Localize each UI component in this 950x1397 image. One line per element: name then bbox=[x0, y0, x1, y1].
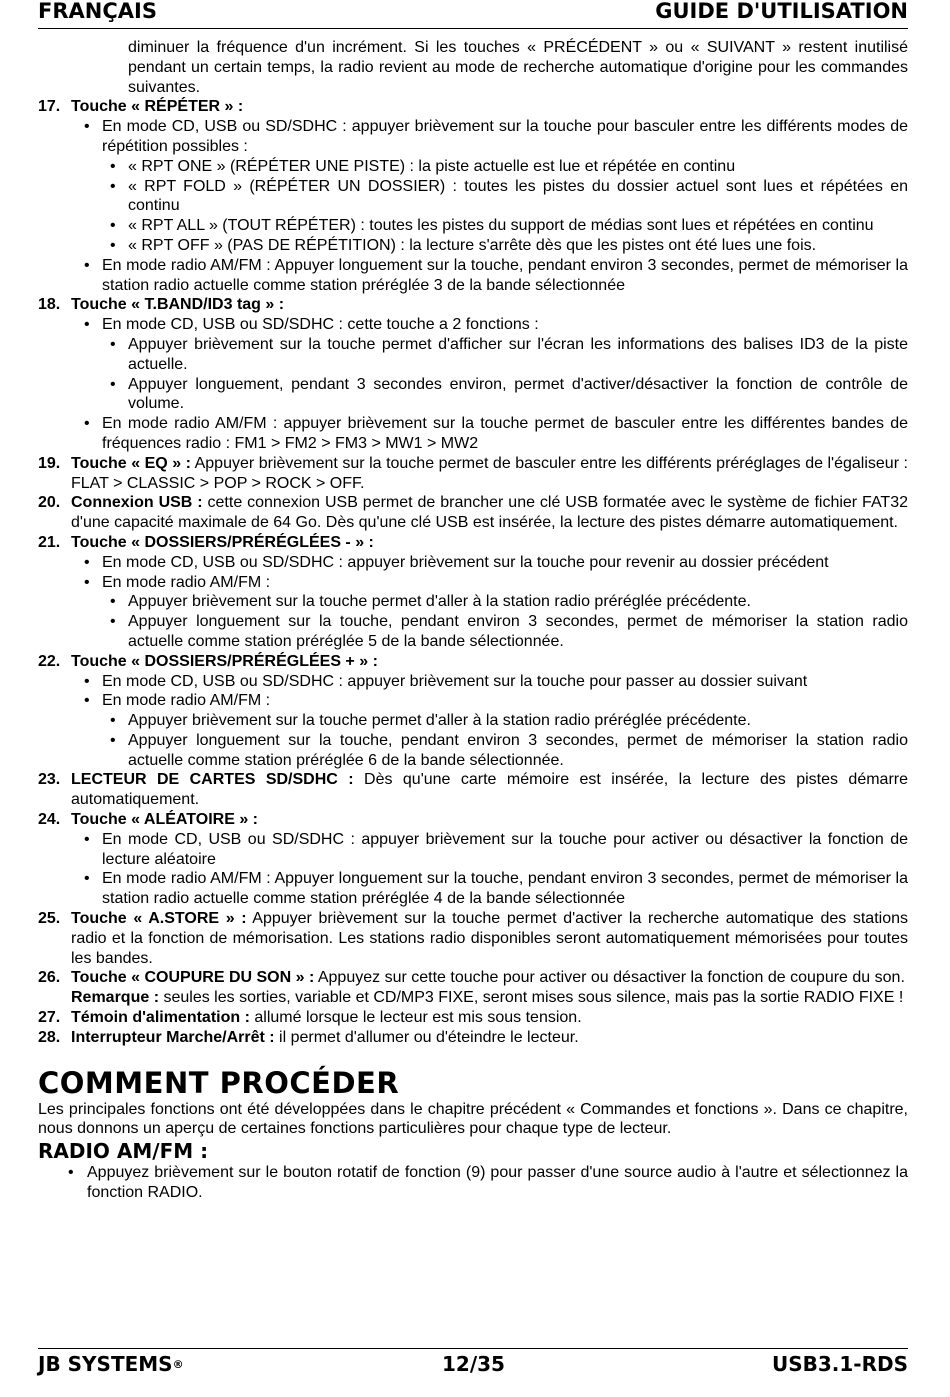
section-intro: Les principales fonctions ont été développées dans le chapitre précédent « Commandes et fonctions ». Dans ce chapitre, nous donnons un aperçu de certaines fonctions particulières pour chaque type de lecteur. bbox=[38, 1100, 908, 1138]
item-17-heading bbox=[38, 97, 908, 117]
list-item: • En mode CD, USB ou SD/SDHC : appuyer brièvement sur la touche pour activer ou désactiver la fonction de lecture aléatoire bbox=[84, 830, 908, 868]
item-number: 19. bbox=[38, 454, 61, 472]
list-item: • « RPT ONE » (RÉPÉTER UNE PISTE) : la piste actuelle est lue et répétée en continu bbox=[110, 157, 736, 175]
list-item: • En mode radio AM/FM : bbox=[84, 573, 271, 591]
item-title: Touche « A.STORE » : bbox=[71, 910, 247, 928]
item-number: 20. bbox=[38, 494, 61, 512]
item-16-continuation: diminuer la fréquence d'un incrément. Si les touches « PRÉCÉDENT » ou « SUIVANT » restent inutilisé pendant un certain temps, la radio revient au mode de recherche automatique d'origine pour les commandes suivantes. bbox=[128, 39, 908, 96]
bullet-icon: • bbox=[84, 553, 90, 571]
item-20: 20. Connexion USB : cette connexion USB permet de brancher une clé USB formatée avec le système de fichier FAT32 d'une capacité maximale de 64 Go. Dès qu'une clé USB est insérée, la lecture des pistes démarre automatiquement. bbox=[38, 494, 908, 532]
item-title: Touche « COUPURE DU SON » : bbox=[71, 969, 315, 987]
item-number: 17. bbox=[38, 98, 61, 116]
item-number: 23. bbox=[38, 771, 61, 789]
page-header bbox=[38, 2, 908, 29]
item-18-heading bbox=[38, 295, 908, 315]
list-item: • Appuyer brièvement sur la touche permet d'afficher sur l'écran les informations des balises ID3 de la piste actuelle. bbox=[110, 335, 908, 373]
list-item: • Appuyer longuement, pendant 3 secondes environ, permet d'activer/désactiver la fonction de contrôle de volume. bbox=[110, 375, 908, 413]
bullet-icon: • bbox=[110, 217, 116, 235]
item-27: 27. Témoin d'alimentation : allumé lorsque le lecteur est mis sous tension. bbox=[38, 1009, 582, 1027]
list-item: • En mode radio AM/FM : Appuyer longuement sur la touche, pendant environ 3 secondes, permet de mémoriser la station radio actuelle comme station préréglée 4 de la bande sélectionnée bbox=[84, 870, 908, 908]
bullet-icon: • bbox=[110, 236, 116, 254]
bullet-icon: • bbox=[84, 415, 90, 433]
item-28: 28. Interrupteur Marche/Arrêt : il permet d'allumer ou d'éteindre le lecteur. bbox=[38, 1028, 579, 1046]
list-item: • En mode CD, USB ou SD/SDHC : appuyer brièvement sur la touche pour passer au dossier suivant bbox=[84, 672, 808, 690]
footer-brand: JB SYSTEMS® bbox=[38, 1352, 184, 1376]
item-number: 18. bbox=[38, 296, 61, 314]
list-item: • Appuyez brièvement sur le bouton rotatif de fonction (9) pour passer d'une source audio à l'autre et sélectionnez la fonction RADIO. bbox=[68, 1164, 908, 1202]
bullet-icon: • bbox=[110, 613, 116, 631]
item-title: Touche « DOSSIERS/PRÉRÉGLÉES - » : bbox=[71, 533, 374, 551]
page-number: 12/35 bbox=[442, 1352, 505, 1376]
item-title: Interrupteur Marche/Arrêt : bbox=[71, 1028, 275, 1046]
page-footer bbox=[38, 1348, 908, 1379]
list-item: • En mode CD, USB ou SD/SDHC : appuyer brièvement sur la touche pour basculer entre les différents modes de répétition possibles : bbox=[84, 118, 908, 155]
bullet-icon: • bbox=[110, 712, 116, 730]
item-title: Connexion USB : bbox=[71, 494, 203, 512]
registered-mark: ® bbox=[172, 1358, 184, 1371]
list-item: • « RPT ALL » (TOUT RÉPÉTER) : toutes les pistes du support de médias sont lues et répétées en continu bbox=[110, 217, 874, 235]
item-21-heading bbox=[38, 533, 908, 553]
item-number: 22. bbox=[38, 652, 61, 670]
bullet-icon: • bbox=[68, 1164, 74, 1182]
item-26: 26. Touche « COUPURE DU SON » : Appuyez sur cette touche pour activer ou désactiver la fonction de coupure du son. bbox=[38, 969, 905, 987]
item-number: 26. bbox=[38, 969, 61, 987]
item-title: Témoin d'alimentation : bbox=[71, 1009, 250, 1027]
bullet-icon: • bbox=[110, 157, 116, 175]
bullet-icon: • bbox=[84, 256, 90, 274]
item-number: 21. bbox=[38, 533, 61, 551]
item-number: 24. bbox=[38, 811, 61, 829]
item-title: Touche « EQ » : bbox=[71, 454, 191, 472]
bullet-icon: • bbox=[84, 118, 90, 136]
page-content bbox=[38, 38, 908, 1203]
bullet-icon: • bbox=[84, 316, 90, 334]
bullet-icon: • bbox=[110, 177, 116, 195]
bullet-icon: • bbox=[84, 573, 90, 591]
list-item: • En mode CD, USB ou SD/SDHC : appuyer brièvement sur la touche pour revenir au dossier précédent bbox=[84, 553, 829, 571]
list-item: • Appuyer brièvement sur la touche permet d'aller à la station radio préréglée précédente. bbox=[110, 712, 751, 730]
bullet-icon: • bbox=[110, 731, 116, 749]
item-title: Touche « T.BAND/ID3 tag » : bbox=[71, 296, 285, 314]
item-title: Touche « RÉPÉTER » : bbox=[71, 98, 244, 116]
bullet-icon: • bbox=[110, 593, 116, 611]
subsection-title: RADIO AM/FM : bbox=[38, 1139, 209, 1164]
note-label: Remarque : bbox=[71, 989, 160, 1007]
item-26-note: Remarque : seules les sorties, variable et CD/MP3 FIXE, seront mises sous silence, mais pas la sortie RADIO FIXE ! bbox=[71, 989, 904, 1007]
list-item: • En mode radio AM/FM : bbox=[84, 692, 271, 710]
item-23: 23. LECTEUR DE CARTES SD/SDHC : Dès qu'une carte mémoire est insérée, la lecture des pistes démarre automatiquement. bbox=[38, 771, 908, 809]
bullet-icon: • bbox=[84, 692, 90, 710]
header-title: GUIDE D'UTILISATION bbox=[655, 0, 908, 23]
item-number: 27. bbox=[38, 1009, 61, 1027]
list-item: • « RPT FOLD » (RÉPÉTER UN DOSSIER) : toutes les pistes du dossier actuel sont lues et répétées en continu bbox=[110, 177, 908, 215]
list-item: • En mode radio AM/FM : appuyer brièvement sur la touche permet de basculer entre les différentes bandes de fréquences radio : FM1 > FM2 > FM3 > MW1 > MW2 bbox=[84, 415, 908, 452]
item-title: Touche « DOSSIERS/PRÉRÉGLÉES + » : bbox=[71, 652, 378, 670]
item-number: 28. bbox=[38, 1028, 61, 1046]
item-24-heading bbox=[38, 810, 908, 830]
item-22-heading bbox=[38, 652, 908, 672]
footer-model: USB3.1-RDS bbox=[771, 1352, 908, 1376]
bullet-icon: • bbox=[84, 870, 90, 888]
list-item: • En mode radio AM/FM : Appuyer longuement sur la touche, pendant environ 3 secondes, permet de mémoriser la station radio actuelle comme station préréglée 3 de la bande sélectionnée bbox=[84, 256, 908, 294]
list-item: • Appuyer longuement sur la touche, pendant environ 3 secondes, permet de mémoriser la station radio actuelle comme station préréglée 6 de la bande sélectionnée. bbox=[110, 731, 908, 769]
bullet-icon: • bbox=[110, 335, 116, 353]
item-title: LECTEUR DE CARTES SD/SDHC : bbox=[71, 771, 354, 789]
item-title: Touche « ALÉATOIRE » : bbox=[71, 811, 258, 829]
list-item: • Appuyer longuement sur la touche, pendant environ 3 secondes, permet de mémoriser la station radio actuelle comme station préréglée 5 de la bande sélectionnée. bbox=[110, 613, 908, 650]
list-item: • En mode CD, USB ou SD/SDHC : cette touche a 2 fonctions : bbox=[84, 316, 539, 334]
bullet-icon: • bbox=[84, 830, 90, 848]
item-number: 25. bbox=[38, 910, 61, 928]
bullet-icon: • bbox=[110, 375, 116, 393]
header-language: FRANÇAIS bbox=[38, 0, 157, 23]
item-25: 25. Touche « A.STORE » : Appuyer brièvement sur la touche permet d'activer la recherche automatique des stations radio et la fonction de mémorisation. Les stations radio disponibles seront automatiquement mémorisées pour toutes les bandes. bbox=[38, 910, 908, 967]
section-title: COMMENT PROCÉDER bbox=[38, 1065, 400, 1100]
list-item: • Appuyer brièvement sur la touche permet d'aller à la station radio préréglée précédente. bbox=[110, 593, 751, 611]
item-19: 19. Touche « EQ » : Appuyer brièvement sur la touche permet de basculer entre les différents préréglages de l'égaliseur : FLAT > CLASSIC > POP > ROCK > OFF. bbox=[38, 454, 908, 492]
list-item: • « RPT OFF » (PAS DE RÉPÉTITION) : la lecture s'arrête dès que les pistes ont été lues une fois. bbox=[110, 236, 817, 254]
bullet-icon: • bbox=[84, 672, 90, 690]
